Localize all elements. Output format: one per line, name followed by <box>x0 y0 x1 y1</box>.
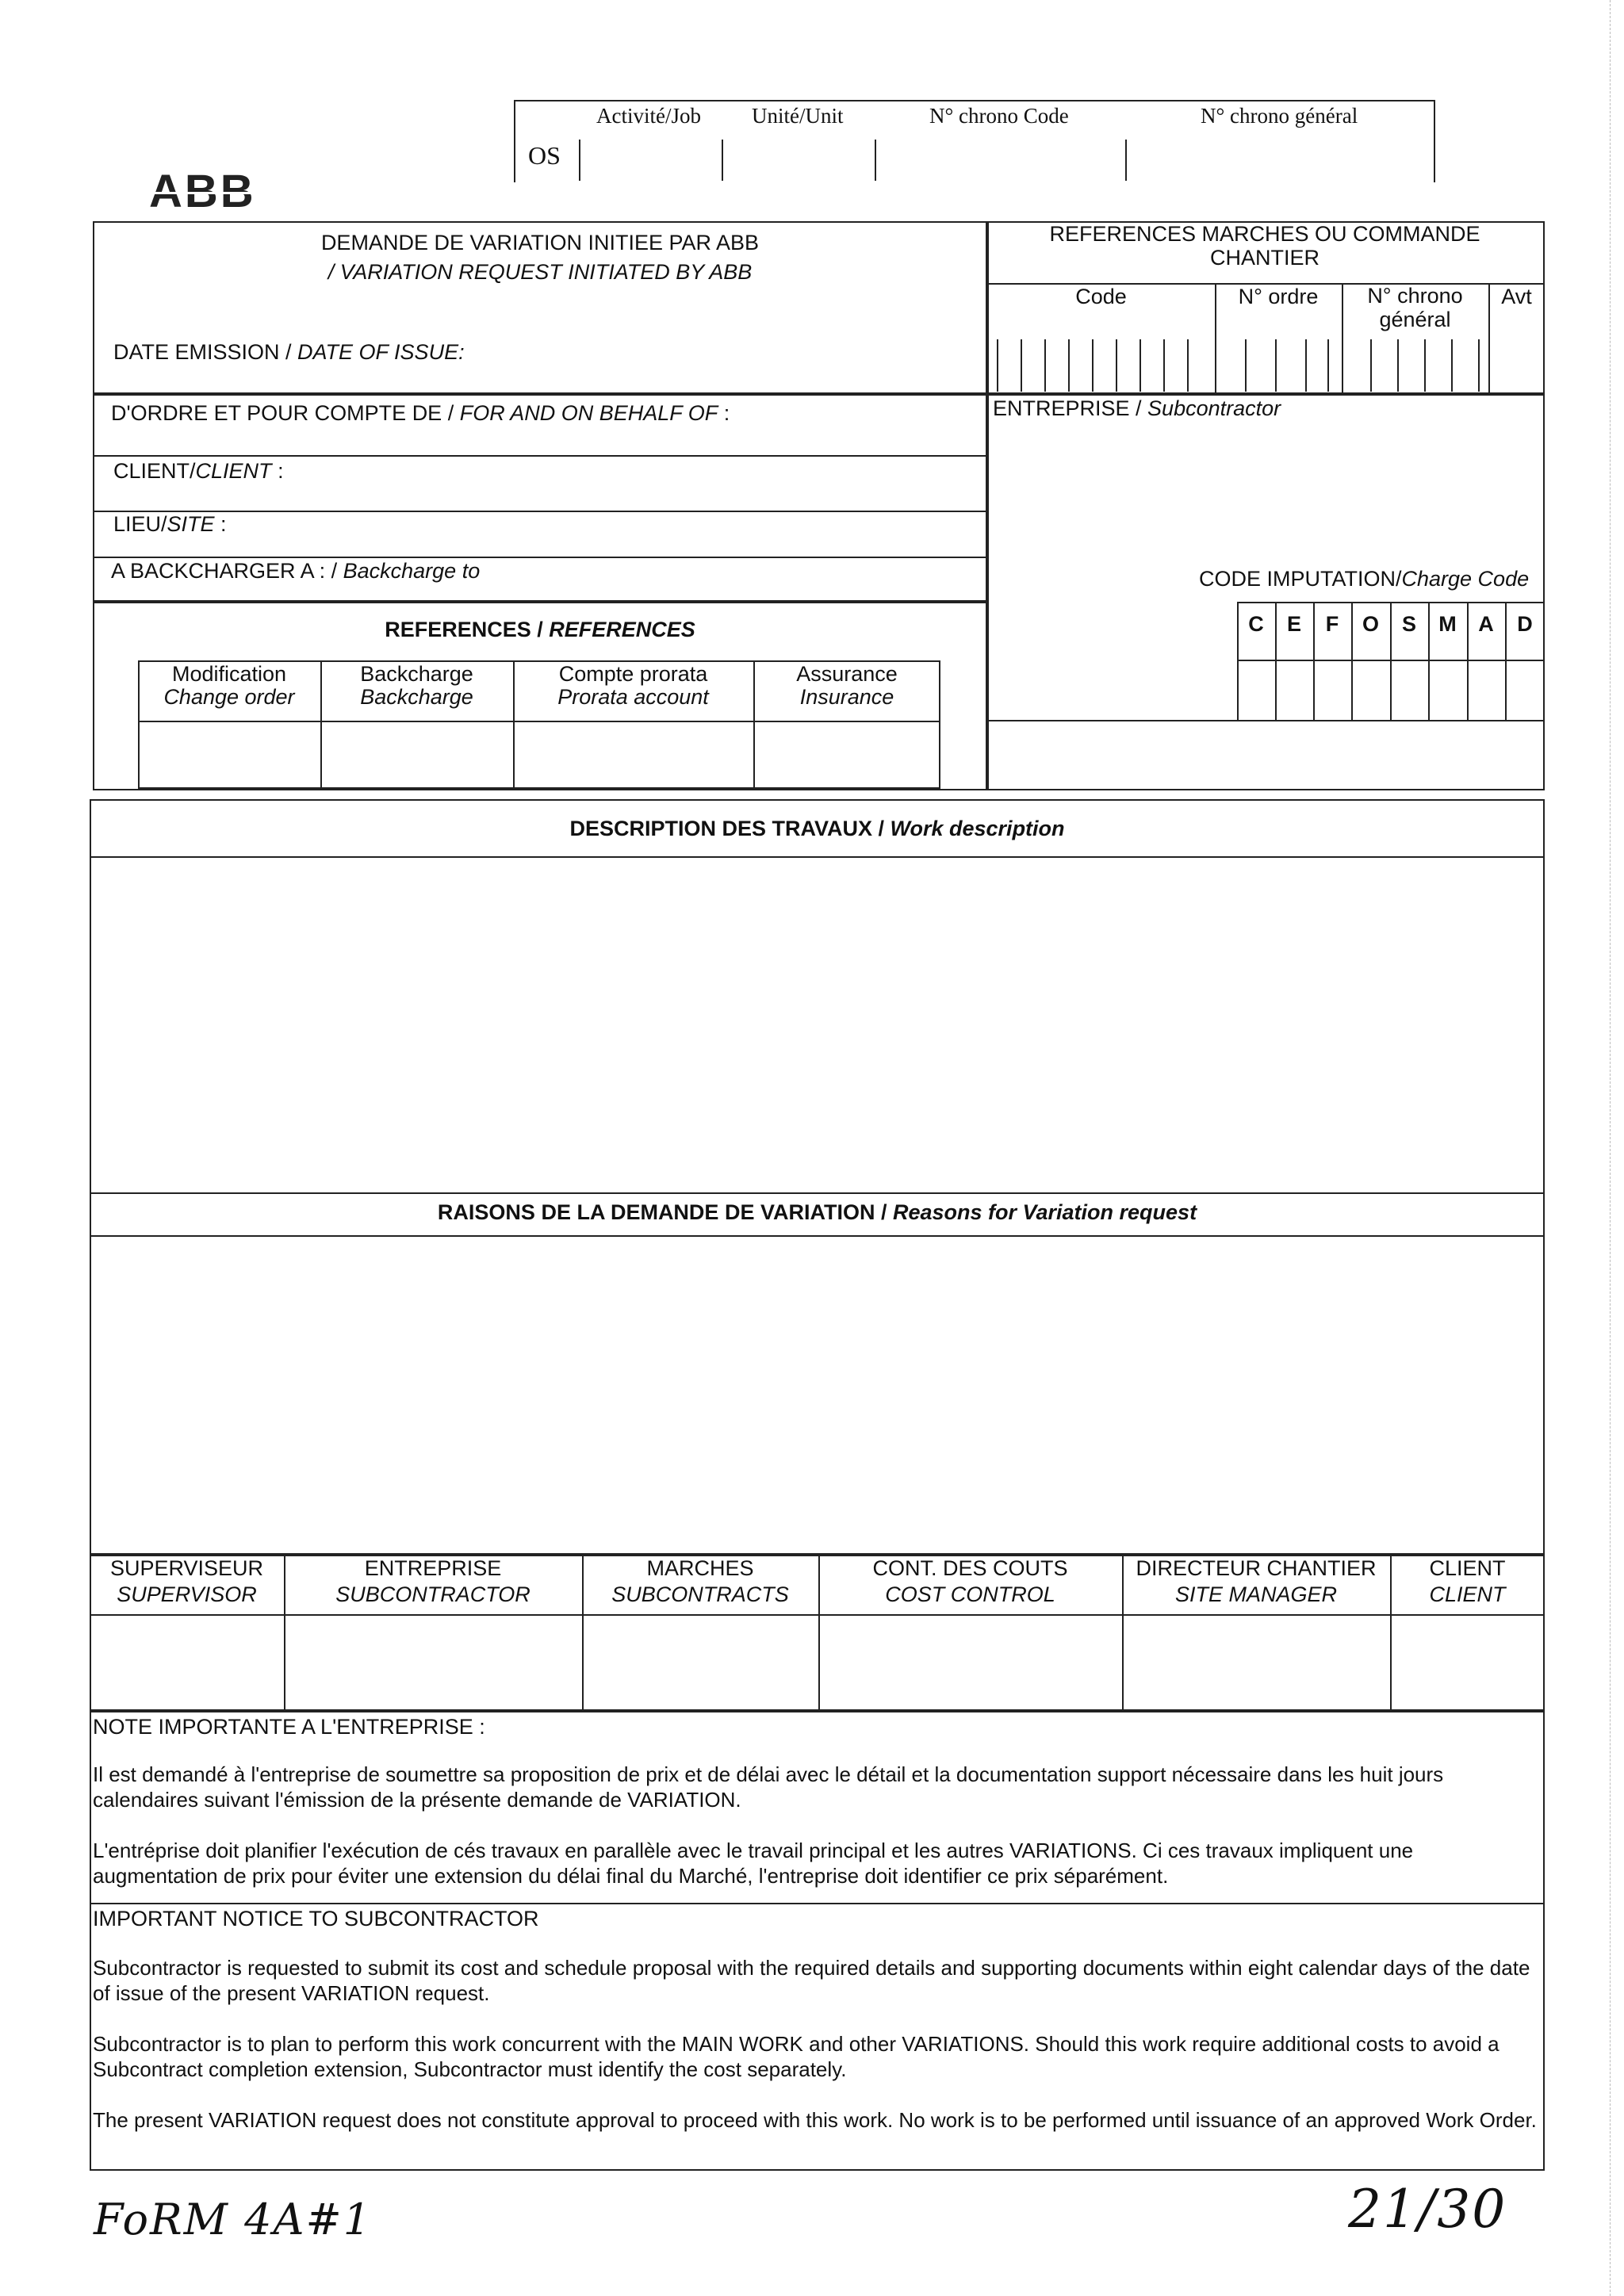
lieu-field[interactable] <box>113 511 227 537</box>
sig-cost-control-cell[interactable] <box>820 1616 1120 1709</box>
description-title-fr: DESCRIPTION DES TRAVAUX / <box>569 817 891 840</box>
handwritten-page-number: 21/30 <box>1348 2179 1507 2240</box>
date-label-fr: DATE EMISSION / <box>113 340 298 364</box>
os-box-left-line <box>514 100 515 182</box>
sig-supervisor-en: SUPERVISOR <box>117 1582 257 1606</box>
sig-client-fr: CLIENT <box>1429 1556 1506 1580</box>
ref-backcharge-cell[interactable] <box>322 722 511 787</box>
ref-backcharge-en: Backcharge <box>360 685 473 709</box>
note-fr-title: NOTE IMPORTANTE A L'ENTREPRISE : <box>93 1715 485 1739</box>
ordre-label-en: FOR AND ON BEHALF OF <box>459 401 718 425</box>
note-en-title: IMPORTANT NOTICE TO SUBCONTRACTOR <box>93 1907 539 1931</box>
refs-ordre-label: N° ordre <box>1238 285 1319 308</box>
ref-prorata-fr: Compte prorata <box>558 662 708 686</box>
backcharge-label-en: Backcharge to <box>343 559 481 583</box>
charge-code-label-en: Charge Code <box>1401 567 1530 591</box>
sig-supervisor-cell[interactable] <box>91 1616 282 1709</box>
ref-assurance-fr: Assurance <box>796 662 898 686</box>
work-description-area[interactable] <box>91 858 1543 1191</box>
charge-letter-m: M <box>1438 612 1457 636</box>
client-label-fr: CLIENT/ <box>113 459 196 483</box>
ordre-label-end: : <box>718 401 730 425</box>
scan-edge-line <box>1610 0 1611 2296</box>
ref-assurance-cell[interactable] <box>755 722 939 787</box>
sig-subcontracts-cell[interactable] <box>584 1616 817 1709</box>
description-title-en: Work description <box>890 817 1065 840</box>
charge-letter-f: F <box>1325 612 1339 636</box>
sig-subcontractor-fr: ENTREPRISE <box>364 1556 502 1580</box>
date-label-en: DATE OF ISSUE: <box>297 340 465 364</box>
ref-prorata-cell[interactable] <box>515 722 752 787</box>
refs-ordre-divider <box>1342 283 1343 394</box>
note-en-paragraph-2: Subcontractor is to plan to perform this work concurrent with the MAIN WORK and other VARIATIONS. Should this work require additional costs to avoid a Subcontract completion extension, Subcontractor must identify the cost separately. <box>93 2032 1500 2081</box>
charge-code-label <box>1199 566 1529 591</box>
sig-supervisor-fr: SUPERVISEUR <box>109 1556 264 1580</box>
client-label-en: CLIENT <box>195 459 272 483</box>
raisons-top-line <box>90 1192 1545 1194</box>
sig-subcontracts-en: SUBCONTRACTS <box>611 1582 789 1606</box>
refs-ordre-digit-boxes[interactable] <box>1245 339 1332 392</box>
client-label-end: : <box>271 459 284 483</box>
charge-letter-c: C <box>1248 612 1264 636</box>
charge-letter-s: S <box>1401 612 1416 636</box>
refs-marches-title: REFERENCES MARCHES OU COMMANDE CHANTIER <box>1049 222 1480 270</box>
backcharge-label-fr: A BACKCHARGER A : / <box>111 559 343 583</box>
references-title <box>93 617 987 642</box>
reasons-area[interactable] <box>91 1237 1543 1553</box>
row-divider-client <box>93 455 987 457</box>
sig-subcontractor-en: SUBCONTRACTOR <box>335 1582 530 1606</box>
raisons-title-fr: RAISONS DE LA DEMANDE DE VARIATION / <box>437 1200 893 1224</box>
entreprise-label-fr: ENTREPRISE / <box>993 396 1148 420</box>
note-fr-paragraph-1: Il est demandé à l'entreprise de soumettre sa proposition de prix et de délai avec le détail et la documentation support nécessaire dans les huit jours calendaires suivant l'émission de la présente demande de VARIATION. <box>93 1762 1444 1812</box>
notes-divider <box>90 1903 1545 1904</box>
unite-label: Unité/Unit <box>752 104 844 128</box>
sig-subcontractor-cell[interactable] <box>285 1616 580 1709</box>
os-box-right-line <box>1434 100 1435 182</box>
sig-client-en: CLIENT <box>1429 1582 1506 1606</box>
note-en-paragraph-1: Subcontractor is requested to submit its cost and schedule proposal with the required details and supporting documents within eight calendar days of the date of issue of the present VARIATION request. <box>93 1956 1530 2005</box>
ordre-compte-field[interactable] <box>111 400 730 426</box>
charge-letter-a: A <box>1478 612 1494 636</box>
sig-cost-control-en: COST CONTROL <box>885 1582 1055 1606</box>
refs-code-label: Code <box>1075 285 1127 308</box>
date-of-issue-field[interactable] <box>113 339 465 365</box>
row-divider-lieu <box>93 511 987 512</box>
activite-label: Activité/Job <box>596 104 701 128</box>
sig-subcontracts-fr: MARCHES <box>646 1556 754 1580</box>
chrono-general-label: N° chrono général <box>1201 104 1358 128</box>
os-label: OS <box>528 141 561 170</box>
abb-logo: ABB <box>149 166 256 217</box>
description-title <box>90 816 1545 841</box>
lieu-label-fr: LIEU/ <box>113 512 167 536</box>
charge-code-label-fr: CODE IMPUTATION/ <box>1199 567 1402 591</box>
entreprise-label-en: Subcontractor <box>1147 396 1281 420</box>
raisons-title-en: Reasons for Variation request <box>892 1200 1197 1224</box>
refs-chrono-label: N° chrono général <box>1367 284 1463 331</box>
ordre-label-fr: D'ORDRE ET POUR COMPTE DE / <box>111 401 460 425</box>
charge-letter-e: E <box>1286 612 1301 636</box>
ref-prorata-en: Prorata account <box>557 685 709 709</box>
header-title-fr: DEMANDE DE VARIATION INITIEE PAR ABB <box>320 231 760 254</box>
header-title-en: / VARIATION REQUEST INITIATED BY ABB <box>327 260 753 284</box>
ref-modification-cell[interactable] <box>140 722 319 787</box>
backcharge-field[interactable] <box>111 558 480 584</box>
note-en-paragraph-3: The present VARIATION request does not constitute approval to proceed with this work. No work is to be performed until issuance of an approved Work Order. <box>93 2108 1537 2132</box>
refs-chrono-digit-boxes[interactable] <box>1370 339 1481 392</box>
charge-letter-d: D <box>1517 612 1533 636</box>
handwritten-form-number: FoRM 4A#1 <box>94 2195 373 2244</box>
charge-letter-o: O <box>1362 612 1379 636</box>
ref-modification-fr: Modification <box>171 662 287 686</box>
lieu-label-end: : <box>214 512 227 536</box>
sig-site-manager-cell[interactable] <box>1124 1616 1388 1709</box>
ref-backcharge-fr: Backcharge <box>360 662 473 686</box>
raisons-title <box>90 1200 1545 1225</box>
sig-cost-control-fr: CONT. DES COUTS <box>872 1556 1068 1580</box>
ref-modification-en: Change order <box>163 685 295 709</box>
sig-site-manager-fr: DIRECTEUR CHANTIER <box>1136 1556 1377 1580</box>
chrono-code-label: N° chrono Code <box>929 104 1069 128</box>
refs-avt-label: Avt <box>1501 285 1532 308</box>
lieu-label-en: SITE <box>167 512 215 536</box>
ref-assurance-en: Insurance <box>799 685 894 709</box>
note-fr-paragraph-2: L'entréprise doit planifier l'exécution de cés travaux en parallèle avec le travail principal et les autres VARIATIONS. Ci ces travaux impliquent une augmentation de prix pour éviter une extension du délai final du Marché, l'entreprise doit identifier ce prix séparément. <box>93 1839 1414 1888</box>
entreprise-box <box>987 394 1545 790</box>
references-title-en: REFERENCES <box>549 618 695 641</box>
os-divider-3 <box>875 140 876 181</box>
references-title-fr: REFERENCES / <box>385 618 550 641</box>
os-divider-4 <box>1125 140 1127 181</box>
entreprise-field[interactable] <box>993 396 1281 421</box>
sig-client-cell[interactable] <box>1392 1616 1543 1709</box>
refs-code-digit-boxes[interactable] <box>997 339 1203 392</box>
os-box-top-line <box>514 100 1435 101</box>
sig-site-manager-en: SITE MANAGER <box>1174 1582 1338 1606</box>
client-field[interactable] <box>113 458 284 484</box>
os-divider-1 <box>579 140 580 181</box>
os-divider-2 <box>722 140 723 181</box>
charge-code-grid[interactable] <box>1237 602 1545 720</box>
charge-code-bottom-line <box>987 720 1545 721</box>
